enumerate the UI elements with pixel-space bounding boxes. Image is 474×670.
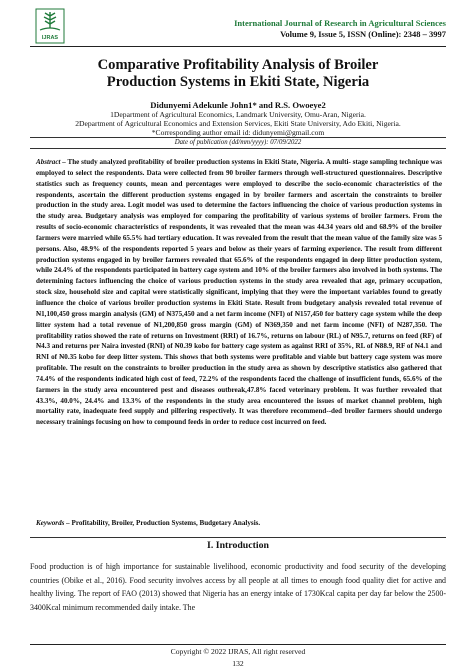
footer-rule bbox=[30, 644, 446, 645]
paper-title-line-2: Production Systems in Ekiti State, Nigeria bbox=[106, 74, 370, 90]
abstract bbox=[36, 157, 442, 428]
journal-name: International Journal of Research in Agricultural Sciences bbox=[234, 18, 446, 28]
introduction-text: Food production is of high importance for sustainable livelihood, economic productivity and food security of the developing countries (Obike et al., 2016). Food security involves access by all people at all times to enough food quality diet for active and healthy living. The report of FAO (2013) showed that Nigeria has an energy intake of 1730Kcal capita per day far below the 2500-3400Kcal minimum recommended daily intake. The bbox=[30, 562, 446, 613]
keywords bbox=[36, 519, 442, 527]
publication-date: Date of publication (dd/mm/yyyy): 07/09/2022 bbox=[30, 137, 446, 149]
section-heading: I. Introduction bbox=[30, 537, 446, 551]
copyright: Copyright © 2022 IJRAS, All right reserved bbox=[170, 647, 306, 656]
affiliation-1: 1Department of Agricultural Economics, Landmark University, Omu-Aran, Nigeria. bbox=[110, 110, 366, 119]
keywords-text: Profitability, Broiler, Production Systems, Budgetary Analysis. bbox=[71, 519, 261, 527]
abstract-text: The study analyzed profitability of broiler production systems in Ekiti State, Nigeria. A multi- stage sampling technique was employed to select the respondents. Data were collected from 90 broiler farmers through well-structured questionnaires. Descriptive statistics such as frequency counts, mean and percentages were employed to describe the socio-economic characteristics of the respondents, ascertain the different production systems engaged in by broiler farmers and ascertain the constraints to broiler production in the study area. Logit model was used to determine the factors influencing the choice of various production systems in the study area. Budgetary analysis was employed for comparing the profitability of various systems of broiler farmers. From the results of socio-economic characteristics of respondents, it was revealed that the mean was 44.34 years old and 68.9% of the broiler farmers were married while 65.5% had tertiary education. It was revealed from the result that the mean value of the family size was 5 persons. Also, 48.9% of the respondents reported 5 years and below as their years of farming experience. The result from different production systems engaged in by broiler farmers revealed that 65.6% of the respondents engaged in deep litter production system, while 24.4% of the respondents participated in battery cage system and 10% of the broiler farmers also involved in both systems. The determining factors influencing the choice of various production systems in the study area revealed that age, primary occupation, stock size, household size and capital were statistically significant, implying that they were the important variables found to greatly influence the choice of various broiler production systems in Ekiti State. Result from budgetary analysis revealed total revenue of ₦1,100,450 gross margin analysis (GM) of ₦375,450 and a net farm income (NFI) of ₦157,450 for battery cage system while the deep litter system had a total revenue of ₦1,200,850 gross margin (GM) of ₦369,350 and net farm income (NFI) of ₦287,350. The profitability ratios showed the rate of returns on Investment (RRI) of 16.7%, returns on labour (RL) of ₦95.7, returns on feed (RF) of ₦4.3 and returns per Naira invested (RNI) of ₦0.39 kobo for battery cage system as against RRI of 35%, RL of ₦88.9, RF of ₦4.1 and RNI of ₦0.35 kobo for deep litter system. This shows that both systems were profitable and viable but battery cage system was more profitable. The result on the constraints to broiler production in the study area as shown by descriptive statistics also gathered that 74.4% of the respondents indicated high cost of feed, 72.2% of the respondents faced the challenge of insufficient funds, 65.6% of the farmers in the study area encountered pest and diseases outbreak,47.8% faced veterinary problem. It was further revealed that 43.3%, 40.0%, 24.4% and 13.3% of the respondents in the study area encountered the issues of market channel problem, high mortality rate, inadequate feed supply and pilfering respectively. It was therefore recommend--ded broiler farmers should undergo necessary trainings focusing on how to compound feeds in order to reduce cost incurred on feed. bbox=[36, 158, 442, 427]
header-rule bbox=[30, 46, 446, 47]
journal-header bbox=[234, 18, 446, 40]
paper-title bbox=[30, 57, 446, 91]
corresponding-author: *Corresponding author email id: didunyemi@gmail.com bbox=[151, 128, 325, 137]
affiliation-2: 2Department of Agricultural Economics and Extension Services, Ekiti State University, Ado Ekiti, Nigeria. bbox=[75, 119, 401, 128]
paper-authors: Didunyemi Adekunle John1* and R.S. Owoeye2 bbox=[150, 100, 326, 110]
logo-text: IJRAS bbox=[41, 35, 59, 41]
paper-title-line-1: Comparative Profitability Analysis of Broiler bbox=[97, 57, 379, 73]
page-number: 132 bbox=[232, 659, 244, 668]
keywords-label: Keywords – bbox=[36, 519, 70, 527]
abstract-label: Abstract – bbox=[36, 158, 66, 166]
journal-logo bbox=[35, 8, 65, 44]
journal-volume: Volume 9, Issue 5, ISSN (Online): 2348 – 3997 bbox=[280, 29, 446, 39]
